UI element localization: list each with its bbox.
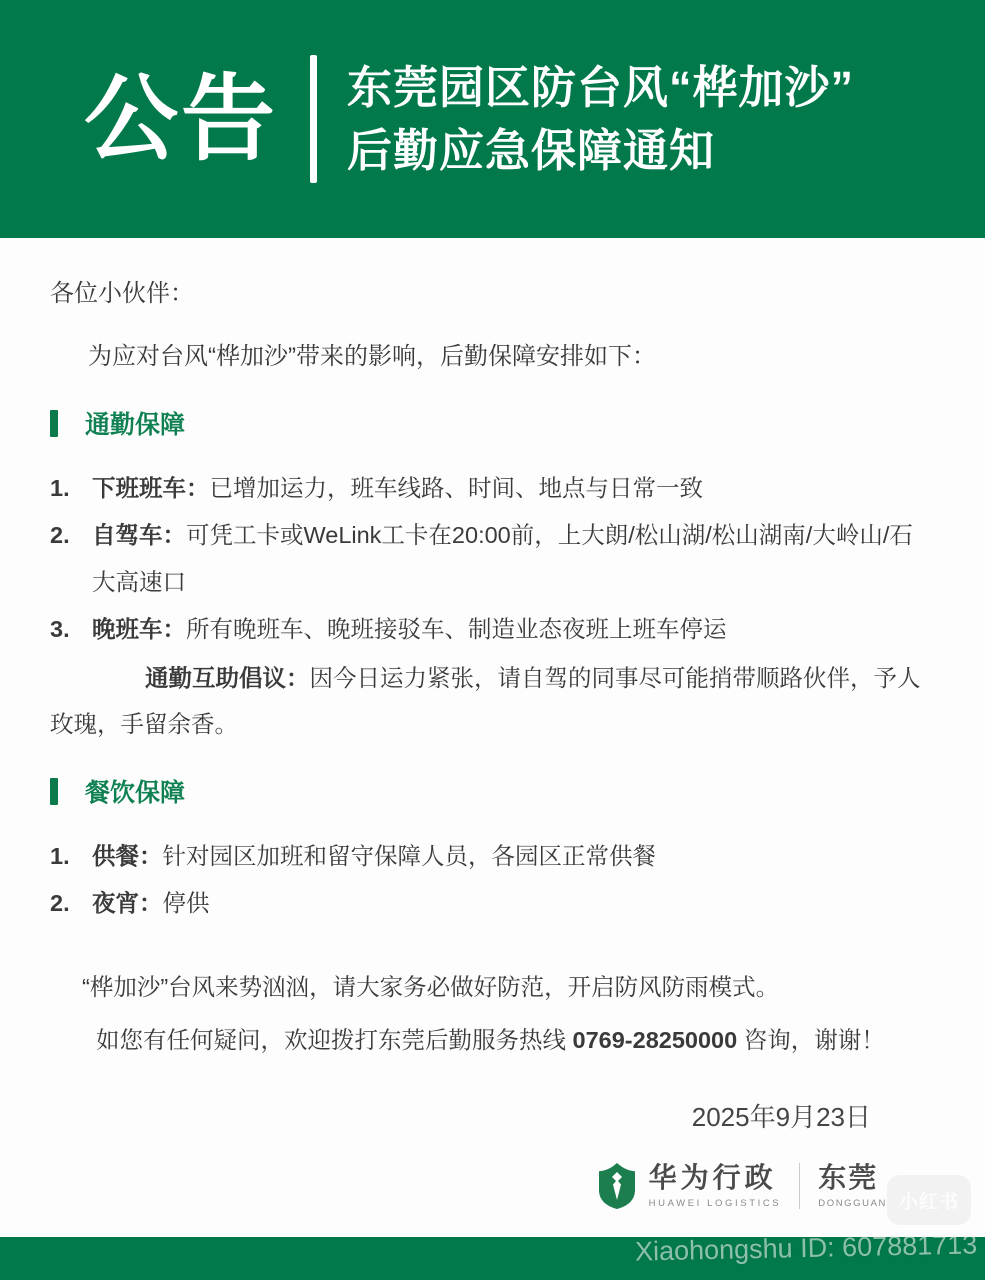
item-number: 1. <box>50 475 70 501</box>
section-header-commute <box>50 405 935 441</box>
logo-cn-text: 华为行政 <box>648 1162 777 1193</box>
note-text: 因今日运力紧张，请自驾的同事尽可能捎带顺路伙伴，予人玫瑰，手留余香。 <box>50 665 921 737</box>
hotline-number: 0769-28250000 <box>572 1027 738 1053</box>
item-label: 供餐： <box>92 843 163 869</box>
carpool-note <box>50 655 935 747</box>
item-number: 1. <box>50 843 70 869</box>
announcement-badge: 公告 <box>84 66 279 171</box>
item-label: 自驾车： <box>92 522 186 548</box>
huawei-shield-icon <box>599 1163 635 1209</box>
item-label: 夜宵： <box>92 890 163 916</box>
list-item <box>50 465 935 512</box>
section-header-catering <box>50 773 935 809</box>
intro-paragraph: 为应对台风“桦加沙”带来的影响，后勤保障安排如下： <box>88 343 656 370</box>
item-number: 2. <box>50 522 70 548</box>
hotline-suffix: 咨询，谢谢！ <box>737 1027 885 1053</box>
item-text <box>92 465 935 512</box>
xiaohongshu-id-watermark: Xiaohongshu ID: 607881713 <box>634 1229 978 1267</box>
section-title: 餐饮保障 <box>85 779 186 807</box>
item-number: 2. <box>50 890 70 916</box>
section-title: 通勤保障 <box>85 411 186 439</box>
catering-item-list <box>50 833 935 927</box>
logo-en-text: HUAWEI LOGISTICS <box>648 1198 782 1209</box>
page-title-line1: 东莞园区防台风“桦加沙” <box>347 62 855 113</box>
page-title <box>347 56 854 182</box>
header-banner <box>0 0 985 238</box>
list-item <box>50 833 935 880</box>
item-label: 晚班车： <box>92 616 186 642</box>
region-en-text: DONGGUAN <box>818 1198 887 1209</box>
item-detail: 所有晚班车、晚班接驳车、制造业态夜班上班车停运 <box>186 616 727 642</box>
hotline-prefix: 如您有任何疑问，欢迎拨打东莞后勤服务热线 <box>96 1027 573 1053</box>
xiaohongshu-logo-watermark: 小红书 <box>887 1175 971 1225</box>
commute-item-list <box>50 465 935 747</box>
item-text <box>92 606 935 653</box>
item-detail: 已增加运力，班车线路、时间、地点与日常一致 <box>209 475 703 501</box>
item-text <box>92 880 935 927</box>
item-detail: 可凭工卡或WeLink工卡在20:00前，上大朗/松山湖/松山湖南/大岭山/石大高速口 <box>92 522 913 595</box>
item-label: 下班班车： <box>92 475 210 501</box>
notice-date: 2025年9月23日 <box>691 1102 871 1132</box>
item-detail: 停供 <box>162 890 210 916</box>
hotline-line <box>50 1024 935 1057</box>
region-cn-text: 东莞 <box>818 1162 879 1193</box>
section-bar-icon <box>50 778 58 805</box>
header-divider <box>310 55 317 183</box>
list-item <box>50 606 935 653</box>
salutation: 各位小伙伴： <box>50 280 194 307</box>
item-detail: 针对园区加班和留守保障人员，各园区正常供餐 <box>162 843 656 869</box>
notice-body <box>0 277 985 1209</box>
item-number: 3. <box>50 616 70 642</box>
item-text <box>92 833 935 880</box>
page-title-line2: 后勤应急保障通知 <box>347 125 716 176</box>
item-text <box>92 512 935 606</box>
section-bar-icon <box>50 410 58 437</box>
footer-logo <box>50 1162 935 1209</box>
region-text-block <box>818 1162 887 1209</box>
list-item <box>50 880 935 927</box>
note-label: 通勤互助倡议： <box>145 665 310 691</box>
logo-text-block <box>649 1162 782 1209</box>
typhoon-warning: “桦加沙”台风来势汹汹，请大家务必做好防范，开启防风防雨模式。 <box>82 974 780 1000</box>
list-item <box>50 512 935 606</box>
logo-divider <box>799 1163 800 1209</box>
